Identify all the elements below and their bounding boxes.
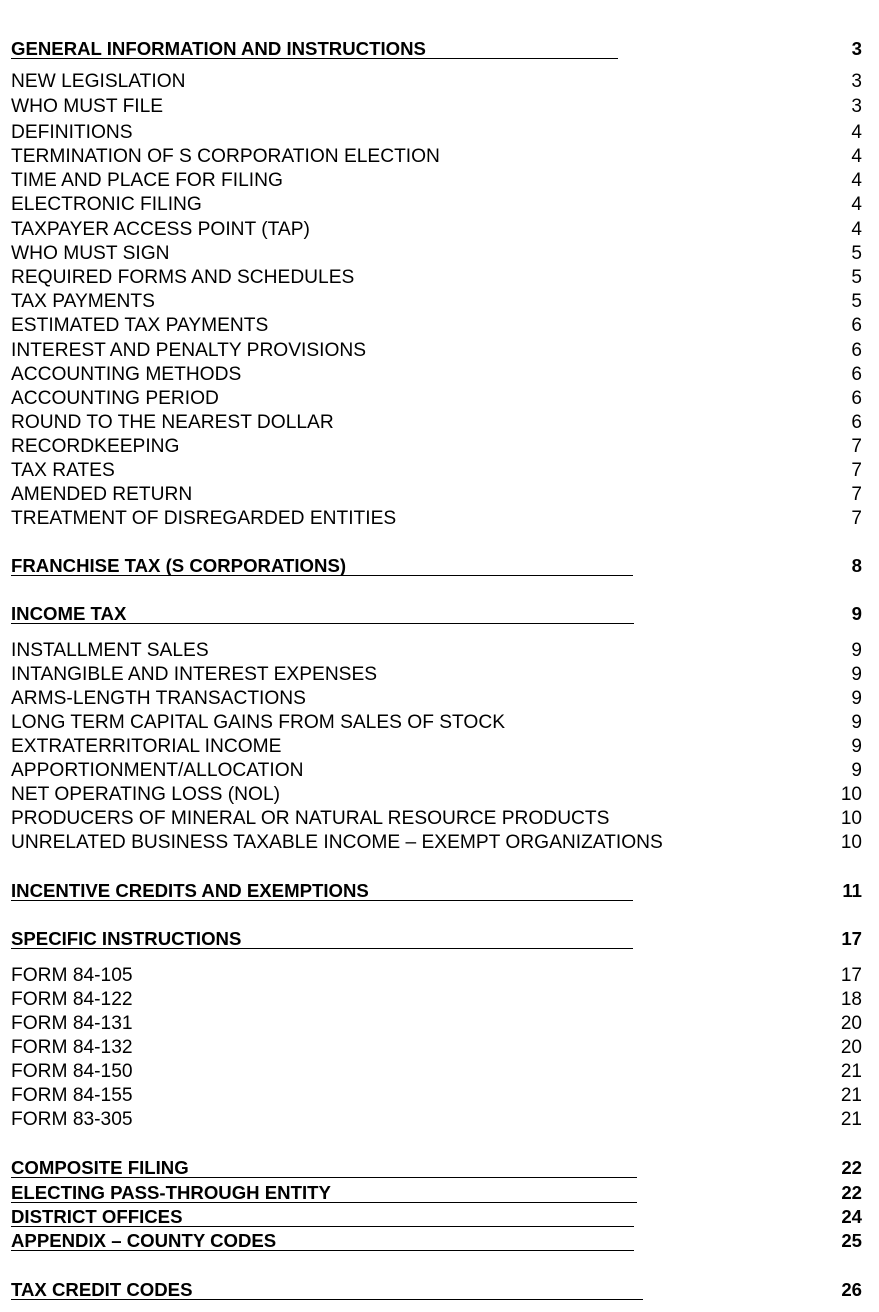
toc-page-number: 4 xyxy=(851,194,862,215)
toc-entry[interactable] xyxy=(11,218,862,242)
toc-page-number: 21 xyxy=(840,1109,862,1130)
toc-section-heading[interactable] xyxy=(11,602,862,626)
toc-page-number: 5 xyxy=(851,291,862,312)
toc-entry[interactable] xyxy=(11,759,862,783)
toc-page-number: 26 xyxy=(841,1279,862,1300)
toc-entry[interactable] xyxy=(11,964,862,988)
toc-title: SPECIFIC INSTRUCTIONS xyxy=(11,928,242,949)
toc-section-heading[interactable] xyxy=(11,37,862,61)
toc-section-heading[interactable] xyxy=(11,1181,862,1205)
toc-page-number: 7 xyxy=(851,460,862,481)
toc-entry[interactable] xyxy=(11,363,862,387)
toc-title: PRODUCERS OF MINERAL OR NATURAL RESOURCE PRODUCTS xyxy=(11,808,610,829)
toc-title: ELECTRONIC FILING xyxy=(11,194,202,215)
toc-title: ELECTING PASS-THROUGH ENTITY xyxy=(11,1182,331,1203)
toc-title: DISTRICT OFFICES xyxy=(11,1206,183,1227)
toc-page-number: 8 xyxy=(851,555,862,576)
toc-title: TERMINATION OF S CORPORATION ELECTION xyxy=(11,146,440,167)
toc-entry[interactable] xyxy=(11,988,862,1012)
toc-entry[interactable] xyxy=(11,145,862,169)
toc-page-number: 20 xyxy=(840,1037,862,1058)
toc-entry[interactable] xyxy=(11,687,862,711)
section-underline xyxy=(11,623,634,624)
toc-page-number: 6 xyxy=(851,388,862,409)
toc-title: RECORDKEEPING xyxy=(11,436,180,457)
toc-title: NET OPERATING LOSS (NOL) xyxy=(11,784,281,805)
toc-entry[interactable] xyxy=(11,411,862,435)
toc-entry[interactable] xyxy=(11,387,862,411)
toc-page-number: 6 xyxy=(851,340,862,361)
toc-title: WHO MUST SIGN xyxy=(11,243,170,264)
toc-entry[interactable] xyxy=(11,663,862,687)
toc-entry[interactable] xyxy=(11,735,862,759)
toc-page-number: 10 xyxy=(840,808,862,829)
toc-page-number: 4 xyxy=(851,146,862,167)
toc-entry[interactable] xyxy=(11,169,862,193)
toc-title: APPORTIONMENT/ALLOCATION xyxy=(11,760,304,781)
section-underline xyxy=(11,58,618,59)
toc-entry[interactable] xyxy=(11,807,862,831)
toc-title: AMENDED RETURN xyxy=(11,484,193,505)
toc-page-number: 11 xyxy=(842,880,862,901)
toc-entry[interactable] xyxy=(11,242,862,266)
toc-title: TAXPAYER ACCESS POINT (TAP) xyxy=(11,219,310,240)
toc-title: INCENTIVE CREDITS AND EXEMPTIONS xyxy=(11,880,369,901)
toc-title: ARMS-LENGTH TRANSACTIONS xyxy=(11,688,306,709)
toc-page-number: 4 xyxy=(851,170,862,191)
toc-entry[interactable] xyxy=(11,1084,862,1108)
toc-entry[interactable] xyxy=(11,95,862,119)
toc-title: UNRELATED BUSINESS TAXABLE INCOME – EXEMPT ORGANIZATIONS xyxy=(11,832,663,853)
toc-title: ACCOUNTING PERIOD xyxy=(11,388,219,409)
toc-page-number: 9 xyxy=(851,603,862,624)
toc-section-heading[interactable] xyxy=(11,1156,862,1180)
toc-title: FORM 84-131 xyxy=(11,1013,133,1034)
toc-page-number: 9 xyxy=(851,712,862,733)
toc-section-heading[interactable] xyxy=(11,1229,862,1253)
toc-page-number: 24 xyxy=(841,1206,862,1227)
toc-page-number: 9 xyxy=(851,640,862,661)
toc-page-number: 7 xyxy=(851,508,862,529)
toc-page-number: 17 xyxy=(840,965,862,986)
toc-page-number: 21 xyxy=(840,1085,862,1106)
toc-title: WHO MUST FILE xyxy=(11,96,164,117)
section-underline xyxy=(11,1250,634,1251)
toc-title: FORM 84-132 xyxy=(11,1037,133,1058)
toc-entry[interactable] xyxy=(11,121,862,145)
toc-page-number: 9 xyxy=(851,760,862,781)
toc-page-number: 18 xyxy=(840,989,862,1010)
toc-title: FORM 84-150 xyxy=(11,1061,133,1082)
toc-page-number: 3 xyxy=(851,38,862,59)
toc-title: INTEREST AND PENALTY PROVISIONS xyxy=(11,340,367,361)
toc-page-number: 21 xyxy=(840,1061,862,1082)
toc-entry[interactable] xyxy=(11,1036,862,1060)
toc-page-number: 17 xyxy=(841,928,862,949)
toc-entry[interactable] xyxy=(11,831,862,855)
toc-entry[interactable] xyxy=(11,435,862,459)
toc-title: INSTALLMENT SALES xyxy=(11,640,209,661)
toc-title: NEW LEGISLATION xyxy=(11,71,186,92)
toc-entry[interactable] xyxy=(11,783,862,807)
toc-page-number: 9 xyxy=(851,736,862,757)
toc-page-number: 7 xyxy=(851,436,862,457)
toc-page-number: 5 xyxy=(851,243,862,264)
toc-page-number: 20 xyxy=(840,1013,862,1034)
toc-title: TAX PAYMENTS xyxy=(11,291,155,312)
toc-page-number: 6 xyxy=(851,412,862,433)
toc-title: ESTIMATED TAX PAYMENTS xyxy=(11,315,269,336)
toc-title: INCOME TAX xyxy=(11,603,127,624)
toc-entry[interactable] xyxy=(11,339,862,363)
toc-page-number: 6 xyxy=(851,315,862,336)
toc-page-number: 9 xyxy=(851,688,862,709)
toc-entry[interactable] xyxy=(11,70,862,94)
toc-title: FORM 83-305 xyxy=(11,1109,133,1130)
toc-entry[interactable] xyxy=(11,193,862,217)
toc-title: TAX RATES xyxy=(11,460,115,481)
toc-entry[interactable] xyxy=(11,290,862,314)
section-underline xyxy=(11,948,633,949)
section-underline xyxy=(11,1226,634,1227)
toc-page-number: 22 xyxy=(841,1182,862,1203)
toc-page-number: 22 xyxy=(841,1157,862,1178)
section-underline xyxy=(11,1177,637,1178)
toc-title: ACCOUNTING METHODS xyxy=(11,364,242,385)
toc-entry[interactable] xyxy=(11,459,862,483)
toc-entry[interactable] xyxy=(11,314,862,338)
toc-title: FORM 84-155 xyxy=(11,1085,133,1106)
toc-page-number: 6 xyxy=(851,364,862,385)
toc-section-heading[interactable] xyxy=(11,1205,862,1229)
toc-page-number: 4 xyxy=(851,122,862,143)
toc-title: FORM 84-105 xyxy=(11,965,133,986)
toc-section-heading[interactable] xyxy=(11,1278,862,1302)
toc-title: APPENDIX – COUNTY CODES xyxy=(11,1230,277,1251)
toc-title: TAX CREDIT CODES xyxy=(11,1279,193,1300)
section-underline xyxy=(11,575,633,576)
toc-page-number: 5 xyxy=(851,267,862,288)
section-underline xyxy=(11,1202,637,1203)
toc-entry[interactable] xyxy=(11,711,862,735)
toc-title: DEFINITIONS xyxy=(11,122,133,143)
toc-section-heading[interactable] xyxy=(11,927,862,951)
toc-page-number: 7 xyxy=(851,484,862,505)
toc-title: INTANGIBLE AND INTEREST EXPENSES xyxy=(11,664,378,685)
toc-title: TIME AND PLACE FOR FILING xyxy=(11,170,283,191)
toc-title: FORM 84-122 xyxy=(11,989,133,1010)
section-underline xyxy=(11,900,633,901)
toc-entry[interactable] xyxy=(11,1108,862,1132)
toc-page-number: 25 xyxy=(841,1230,862,1251)
toc-section-heading[interactable] xyxy=(11,554,862,578)
toc-page-number: 3 xyxy=(851,96,862,117)
toc-page-number: 10 xyxy=(840,832,862,853)
section-underline xyxy=(11,1299,643,1300)
toc-title: COMPOSITE FILING xyxy=(11,1157,189,1178)
toc-entry[interactable] xyxy=(11,483,862,507)
toc-title: GENERAL INFORMATION AND INSTRUCTIONS xyxy=(11,38,426,59)
toc-title: FRANCHISE TAX (S CORPORATIONS) xyxy=(11,555,347,576)
toc-title: ROUND TO THE NEAREST DOLLAR xyxy=(11,412,334,433)
toc-page-number: 9 xyxy=(851,664,862,685)
toc-page-number: 4 xyxy=(851,219,862,240)
toc-entry[interactable] xyxy=(11,639,862,663)
toc-title: EXTRATERRITORIAL INCOME xyxy=(11,736,282,757)
toc-entry[interactable] xyxy=(11,507,862,531)
toc-entry[interactable] xyxy=(11,266,862,290)
toc-entry[interactable] xyxy=(11,1060,862,1084)
toc-title: REQUIRED FORMS AND SCHEDULES xyxy=(11,267,355,288)
toc-entry[interactable] xyxy=(11,1012,862,1036)
toc-page-number: 3 xyxy=(851,71,862,92)
toc-title: TREATMENT OF DISREGARDED ENTITIES xyxy=(11,508,397,529)
toc-page-number: 10 xyxy=(840,784,862,805)
toc-section-heading[interactable] xyxy=(11,879,862,903)
toc-title: LONG TERM CAPITAL GAINS FROM SALES OF STOCK xyxy=(11,712,505,733)
